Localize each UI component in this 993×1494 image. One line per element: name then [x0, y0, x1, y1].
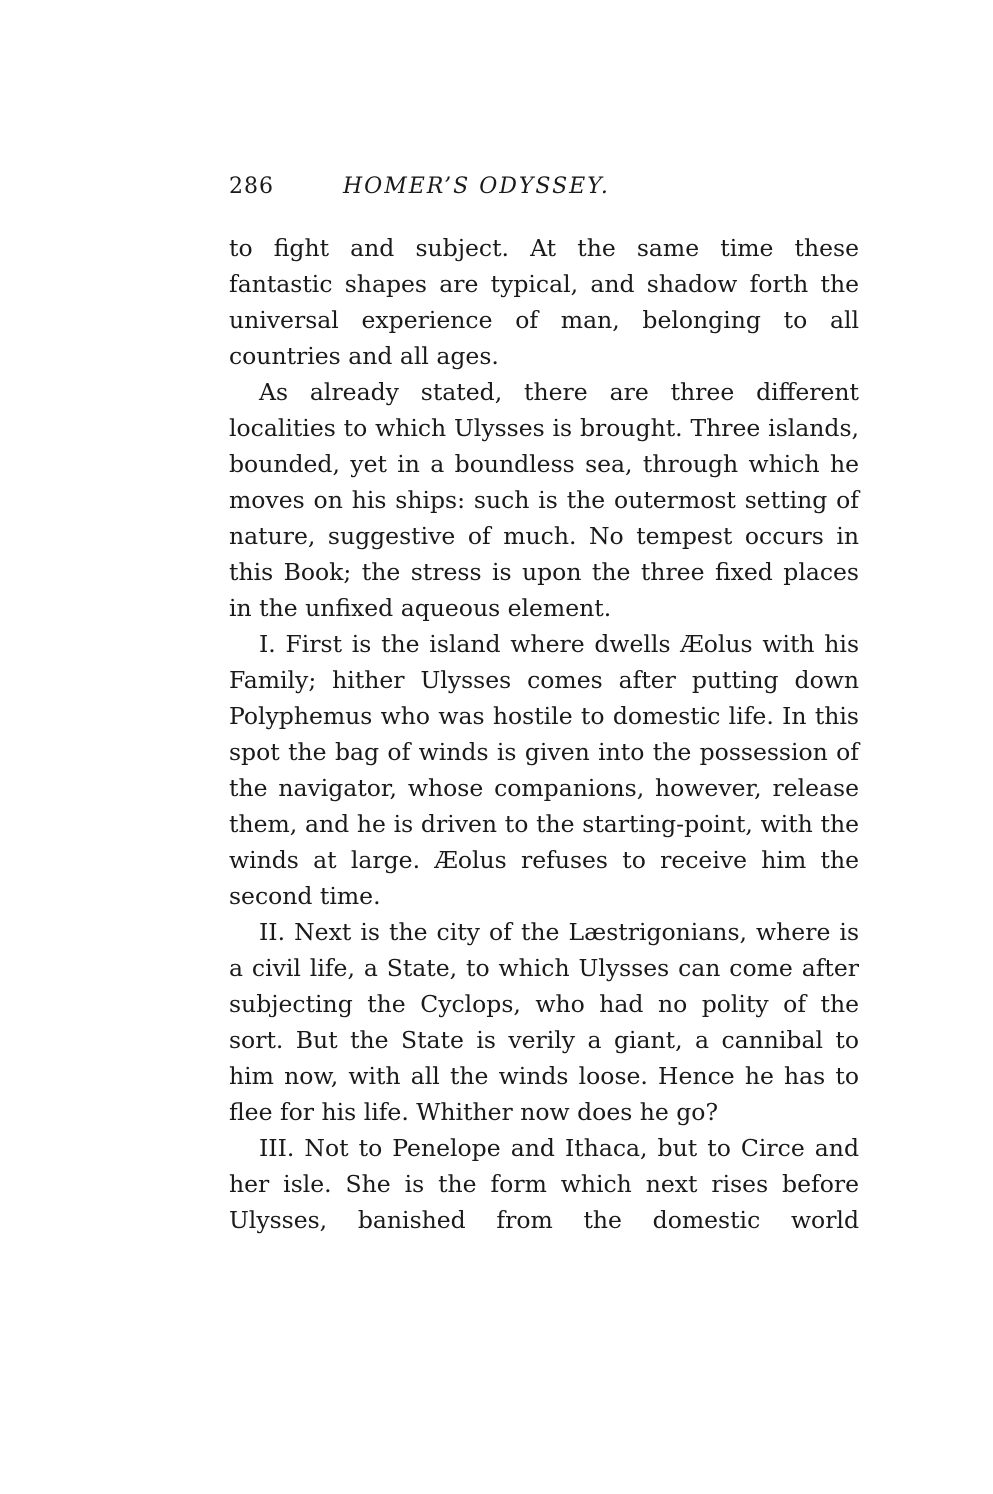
paragraph-continuation: to fight and subject. At the same time these fantastic shapes are typical, and shadow forth the universal experience of man, belonging to all countries and all ages. [229, 234, 859, 370]
book-page [229, 172, 859, 1238]
paragraph-aeolus: I. First is the island where dwells Æolus with his Family; hither Ulysses comes after putting down Polyphemus who was hostile to domestic life. In this spot the bag of winds is given into the possession of the navigator, whose companions, however, release them, and he is driven to the starting-point, with the winds at large. Æolus refuses to receive him the second time. [229, 630, 859, 910]
page-number: 286 [229, 174, 274, 199]
running-title: HOMER’S ODYSSEY. [343, 174, 610, 199]
paragraph-three-localities: As already stated, there are three different localities to which Ulysses is brought. Three islands, bounded, yet in a boundless sea, through which he moves on his ships: such is the outermost setting of nature, suggestive of much. No tempest occurs in this Book; the stress is upon the three fixed places in the unfixed aqueous element. [229, 378, 859, 622]
running-head [229, 172, 859, 202]
bottom-margin [0, 1300, 993, 1494]
body-text [229, 230, 859, 1238]
paragraph-laestrigonians: II. Next is the city of the Læstrigonians, where is a civil life, a State, to which Ulysses can come after subjecting the Cyclops, who had no polity of the sort. But the State is verily a giant, a cannibal to him now, with all the winds loose. Hence he has to flee for his life. Whither now does he go? [229, 918, 859, 1126]
paragraph-circe: III. Not to Penelope and Ithaca, but to Circe and her isle. She is the form which next rises before Ulysses, banished from the domestic world [229, 1134, 859, 1234]
